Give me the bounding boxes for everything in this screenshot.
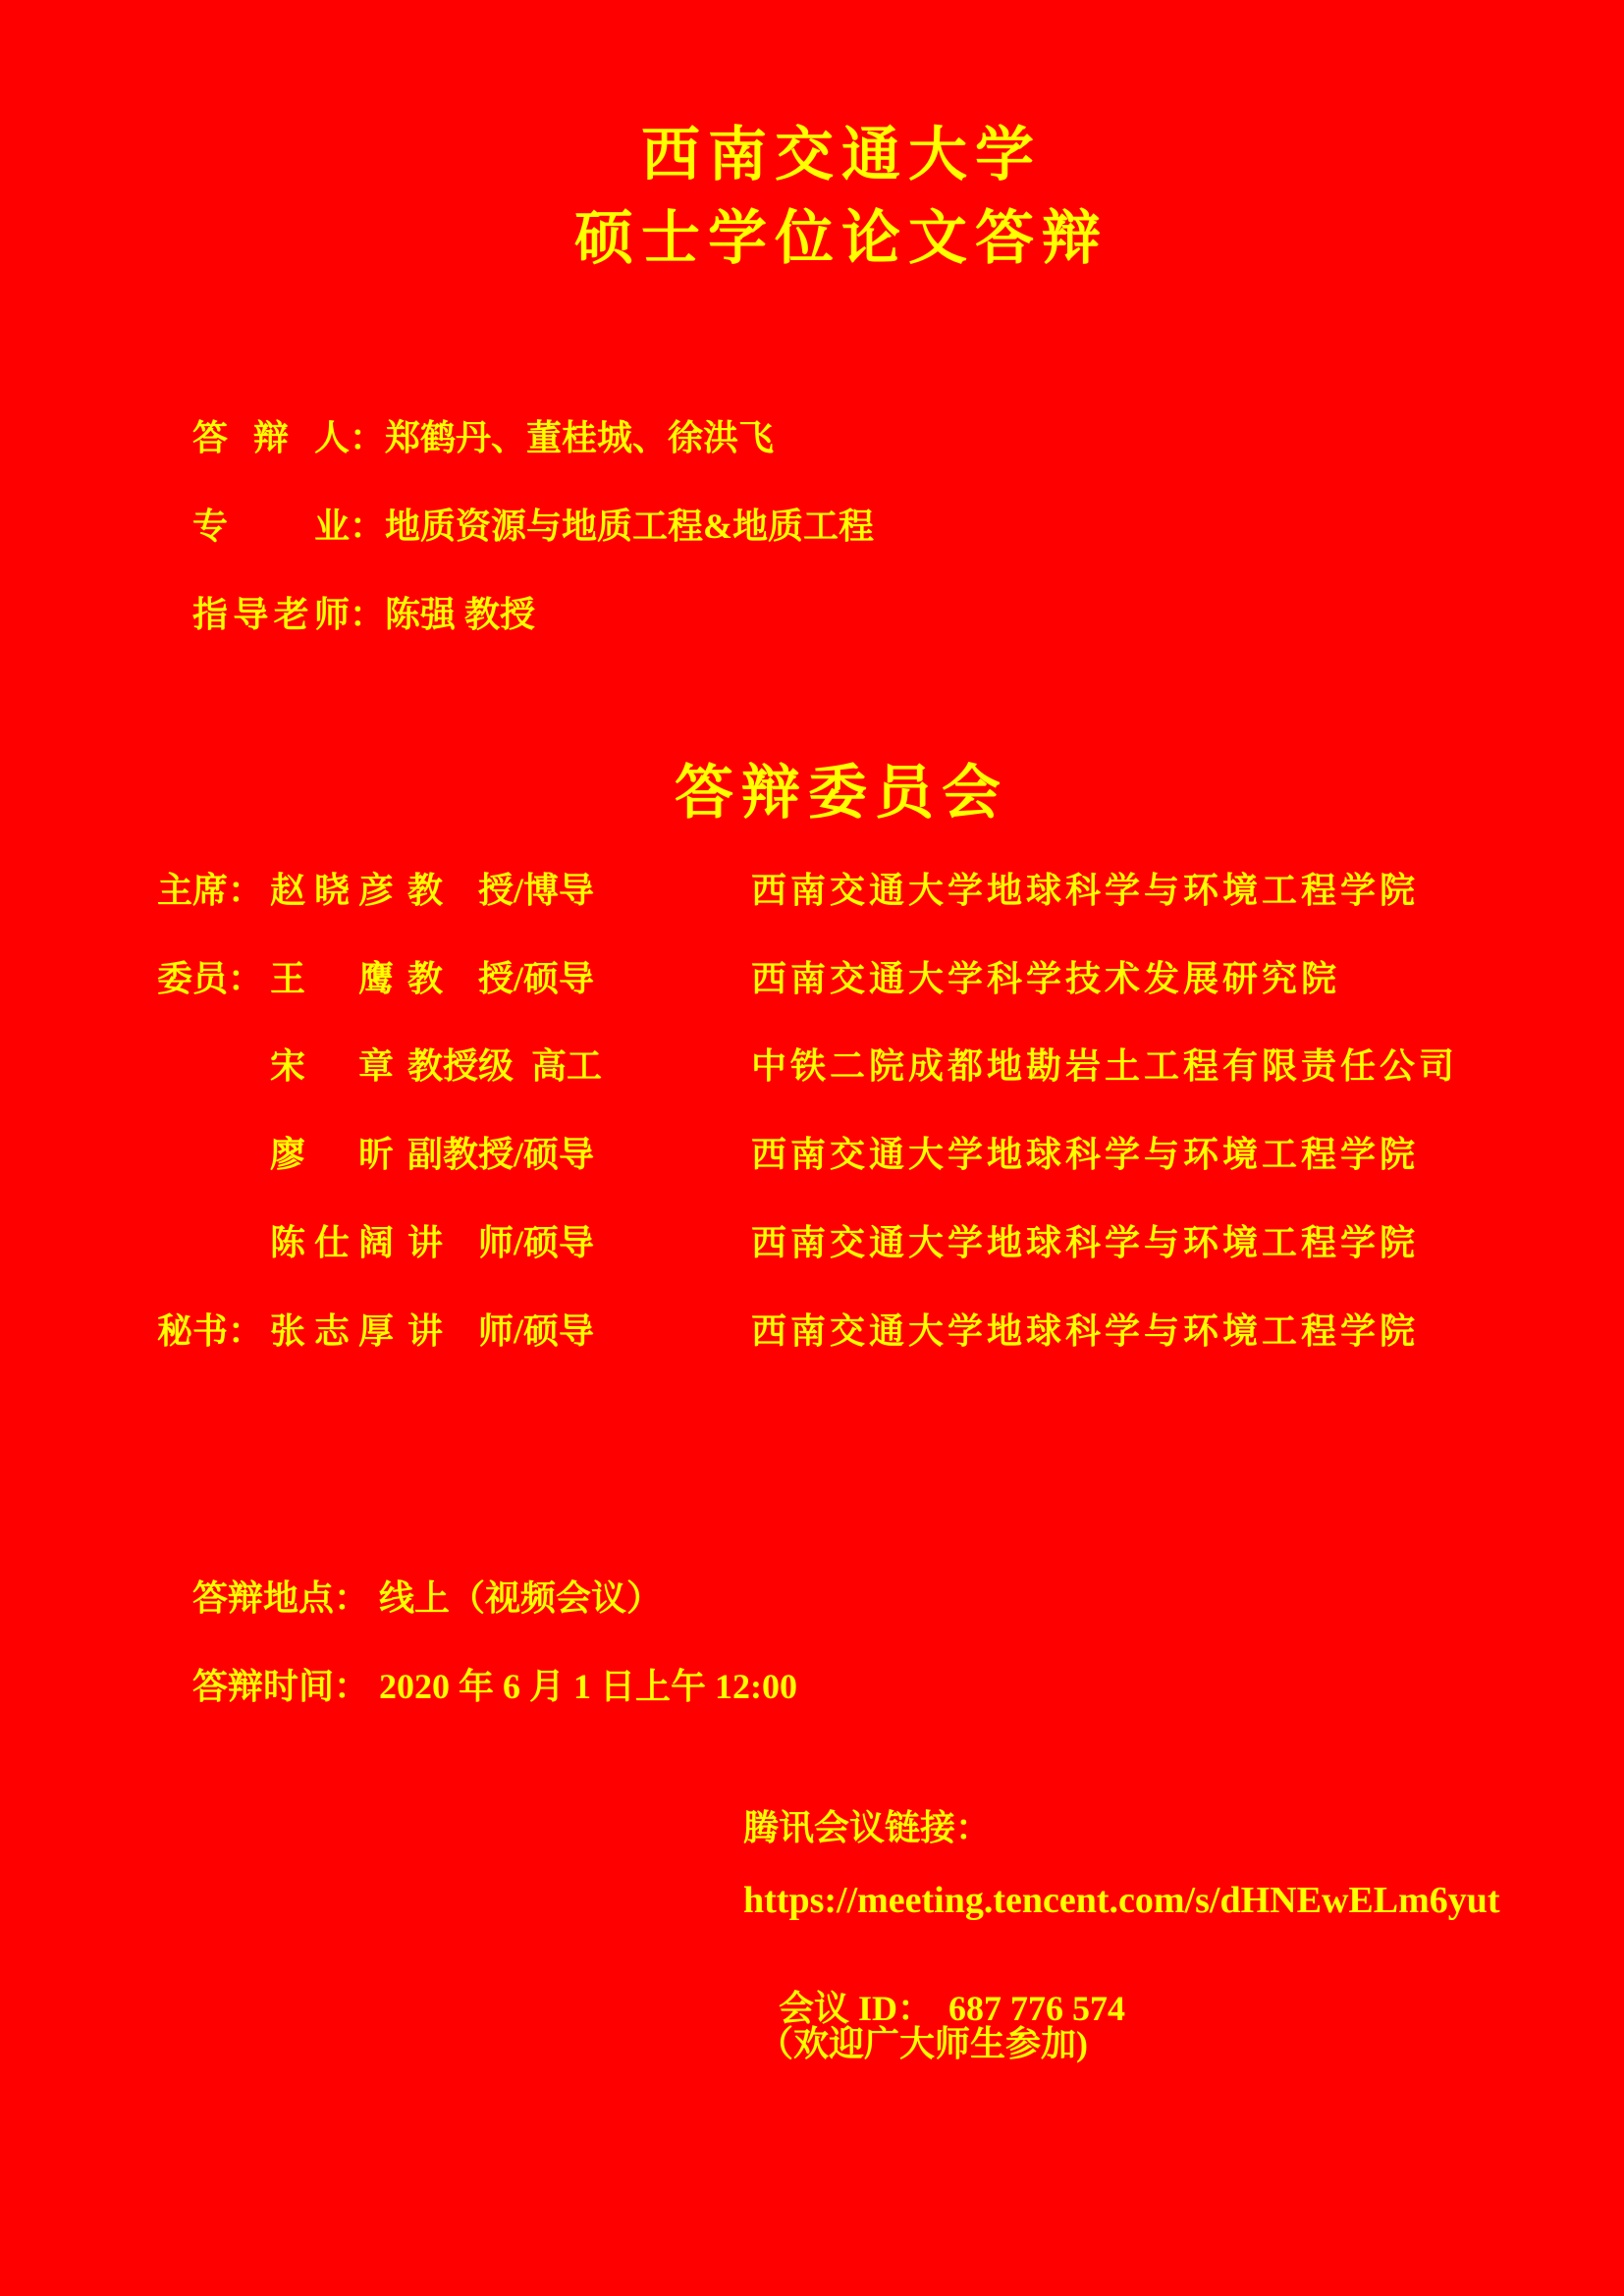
advisor-row (157, 558, 535, 672)
committee-member-affiliation: 西南交通大学地球科学与环境工程学院 (751, 1223, 1420, 1262)
committee-member-affiliation: 西南交通大学科学技术发展研究院 (751, 959, 1341, 998)
committee-row-member (157, 1224, 1419, 1262)
venue-label: 答辩地点： (192, 1577, 370, 1618)
meeting-id-value: 687 776 574 (948, 1988, 1126, 2028)
committee-member-name: 张志厚 (270, 1311, 394, 1351)
committee-row-member (157, 1047, 1458, 1086)
committee-member-name: 宋章 (270, 1046, 394, 1086)
committee-member-affiliation: 西南交通大学地球科学与环境工程学院 (751, 1135, 1420, 1174)
committee-member-title: 教 授/博导 (407, 871, 595, 910)
university-title: 西南交通大学 (641, 123, 1042, 187)
advisor-value: 陈强 教授 (385, 594, 536, 634)
time-value: 2020 年 6 月 1 日上午 12:00 (379, 1666, 797, 1706)
major-value: 地质资源与地质工程&地质工程 (385, 506, 875, 546)
committee-member-title: 教授级 高工 (407, 1046, 603, 1086)
major-label: 专业 (192, 506, 350, 546)
committee-member-title: 教 授/硕导 (407, 959, 595, 998)
meeting-id-label: 会议 ID： (779, 1988, 934, 2028)
committee-member-name: 王鹰 (270, 959, 394, 998)
committee-member-name: 陈仕阔 (270, 1223, 394, 1262)
committee-row-member (157, 1136, 1419, 1174)
colon: ： (350, 506, 386, 546)
committee-member-affiliation: 中铁二院成都地勘岩土工程有限责任公司 (751, 1046, 1459, 1086)
advisor-label: 指导老师 (192, 594, 350, 634)
committee-member-name: 赵晓彦 (270, 871, 394, 910)
committee-member-affiliation: 西南交通大学地球科学与环境工程学院 (751, 1311, 1420, 1351)
committee-member-title: 讲 师/硕导 (407, 1223, 595, 1262)
colon: ： (350, 417, 386, 457)
committee-role: 秘书： (157, 1311, 264, 1351)
committee-member-title: 副教授/硕导 (407, 1135, 595, 1174)
meeting-url-link[interactable]: https://meeting.tencent.com/s/dHNEwELm6yut (743, 1880, 1500, 1921)
committee-row-chair (157, 872, 1419, 910)
time-label: 答辩时间： (192, 1666, 370, 1706)
venue-value: 线上（视频会议） (379, 1577, 663, 1618)
committee-row-member (157, 960, 1340, 998)
committee-role: 委员： (157, 959, 264, 998)
committee-member-title: 讲 师/硕导 (407, 1311, 595, 1351)
committee-row-secretary (157, 1312, 1419, 1351)
committee-member-affiliation: 西南交通大学地球科学与环境工程学院 (751, 871, 1420, 910)
defenders-label: 答辩人 (192, 417, 350, 457)
colon: ： (350, 594, 386, 634)
welcome-note: （欢迎广大师生参加) (758, 2024, 1088, 2063)
committee-member-name: 廖昕 (270, 1135, 394, 1174)
committee-heading: 答辩委员会 (675, 761, 1008, 826)
committee-role: 主席： (157, 871, 264, 910)
defenders-value: 郑鹤丹、董桂城、徐洪飞 (385, 417, 775, 457)
time-row (157, 1629, 797, 1744)
meeting-link-label: 腾讯会议链接： (743, 1808, 992, 1847)
event-title: 硕士学位论文答辩 (574, 206, 1109, 271)
